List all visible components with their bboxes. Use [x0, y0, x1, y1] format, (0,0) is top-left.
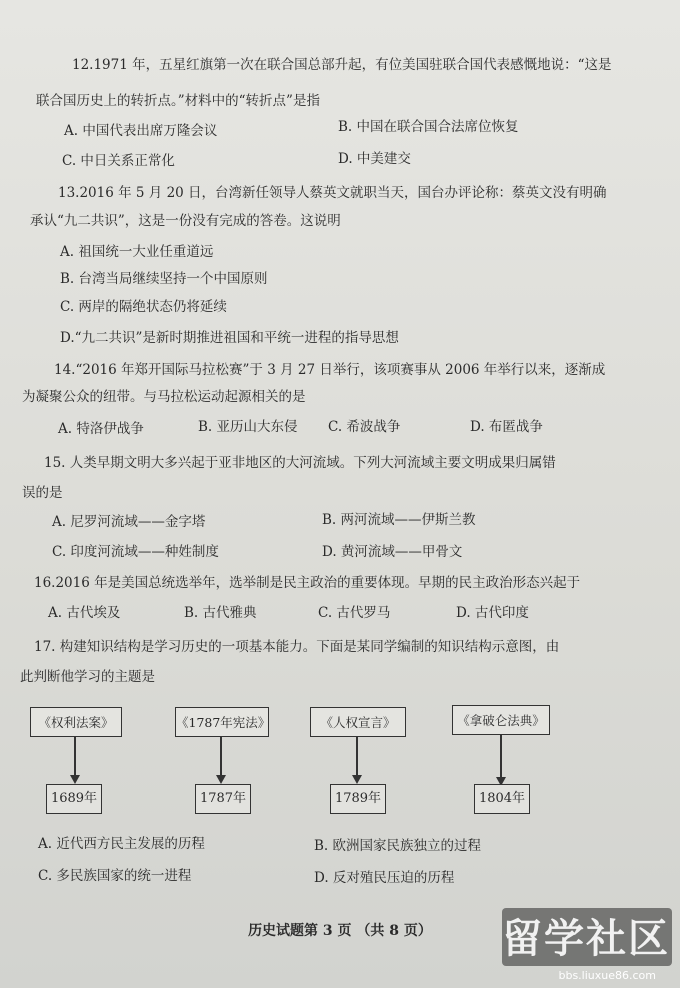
page-footer: 历史试题第 3 页 （共 8 页）	[248, 923, 432, 939]
diagram-doc-3: 《人权宣言》	[310, 707, 406, 737]
diagram-doc-4: 《拿破仑法典》	[452, 705, 550, 735]
q17-option-d: D. 反对殖民压迫的历程	[314, 870, 455, 886]
diagram-arrowhead-2	[216, 775, 226, 784]
q12-stem-line2: 联合国历史上的转折点。”材料中的“转折点”是指	[36, 93, 320, 109]
q16-option-b: B. 古代雅典	[184, 605, 257, 621]
q12-option-c: C. 中日关系正常化	[62, 153, 175, 169]
q16-option-c: C. 古代罗马	[318, 605, 391, 621]
q14-stem-line2: 为凝聚公众的纽带。与马拉松运动起源相关的是	[22, 389, 306, 405]
diagram-doc-2: 《1787年宪法》	[175, 707, 269, 737]
q17-option-c: C. 多民族国家的统一进程	[38, 868, 192, 884]
q17-option-a: A. 近代西方民主发展的历程	[38, 836, 205, 852]
q14-option-d: D. 布匿战争	[470, 419, 543, 435]
diagram-year-3: 1789年	[330, 784, 386, 814]
q15-option-d: D. 黄河流域——甲骨文	[322, 544, 463, 560]
diagram-arrow-line-3	[356, 737, 358, 777]
diagram-arrow-line-1	[74, 737, 76, 777]
q12-stem-line1: 12.1971 年，五星红旗第一次在联合国总部升起，有位美国驻联合国代表感慨地说：“这是	[72, 57, 612, 73]
diagram-arrowhead-3	[352, 775, 362, 784]
q16-option-d: D. 古代印度	[456, 605, 529, 621]
q17-stem-line2: 此判断他学习的主题是	[20, 669, 155, 685]
q15-option-b: B. 两河流域——伊斯兰教	[322, 512, 476, 528]
q17-option-b: B. 欧洲国家民族独立的过程	[314, 838, 482, 854]
q12-option-a: A. 中国代表出席万隆会议	[64, 123, 218, 139]
q15-option-a: A. 尼罗河流域——金字塔	[52, 514, 206, 530]
q17-stem-line1: 17. 构建知识结构是学习历史的一项基本能力。下面是某同学编制的知识结构示意图，由	[34, 639, 560, 655]
diagram-arrowhead-1	[70, 775, 80, 784]
q13-option-d: D.“九二共识”是新时期推进祖国和平统一进程的指导思想	[60, 330, 399, 346]
q14-option-b: B. 亚历山大东侵	[198, 419, 298, 435]
diagram-year-1: 1689年	[46, 784, 102, 814]
diagram-doc-1: 《权利法案》	[30, 707, 122, 737]
q13-option-b: B. 台湾当局继续坚持一个中国原则	[60, 271, 268, 287]
watermark-url: bbs.liuxue86.com	[558, 969, 656, 982]
diagram-arrow-line-4	[500, 735, 502, 779]
q12-option-d: D. 中美建交	[338, 151, 411, 167]
q13-stem-line1: 13.2016 年 5 月 20 日，台湾新任领导人蔡英文就职当天，国台办评论称：蔡英文没有明确	[58, 185, 607, 201]
q13-option-a: A. 祖国统一大业任重道远	[60, 244, 214, 260]
q13-stem-line2: 承认“九二共识”，这是一份没有完成的答卷。这说明	[30, 213, 341, 229]
q13-option-c: C. 两岸的隔绝状态仍将延续	[60, 299, 227, 315]
diagram-year-4: 1804年	[474, 784, 530, 814]
q12-option-b: B. 中国在联合国合法席位恢复	[338, 119, 519, 135]
q16-stem: 16.2016 年是美国总统选举年，选举制是民主政治的重要体现。早期的民主政治形态兴起于	[34, 575, 581, 591]
q15-stem-line1: 15. 人类早期文明大多兴起于亚非地区的大河流域。下列大河流域主要文明成果归属错	[44, 455, 556, 471]
q14-stem-line1: 14.“2016 年郑开国际马拉松赛”于 3 月 27 日举行，该项赛事从 2006 年举行以来，逐渐成	[54, 362, 606, 378]
q15-option-c: C. 印度河流域——种姓制度	[52, 544, 219, 560]
q16-option-a: A. 古代埃及	[48, 605, 121, 621]
q15-stem-line2: 误的是	[22, 485, 63, 501]
q14-option-a: A. 特洛伊战争	[58, 421, 144, 437]
diagram-arrow-line-2	[220, 737, 222, 777]
q14-option-c: C. 希波战争	[328, 419, 401, 435]
watermark-logo-text: 留学社区	[502, 916, 670, 962]
diagram-year-2: 1787年	[195, 784, 251, 814]
